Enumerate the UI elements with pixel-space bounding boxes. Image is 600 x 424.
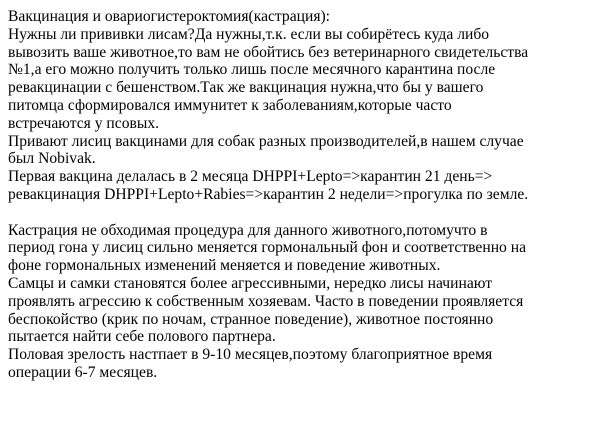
vaccination-line: Первая вакцина делалась в 2 месяца DHPPI+Lepto=>карантин 21 день=> [8, 168, 493, 186]
vaccination-line: Привают лисиц вакцинами для собак разных производителей,в нашем случае [8, 132, 524, 150]
castration-line: фоне гормональных изменений меняется и поведение животных. [8, 257, 441, 275]
castration-line: проявлять агрессию к собственным хозяевам. Часто в поведении проявляется [8, 292, 524, 310]
vaccination-line: Нужны ли прививки лисам?Да нужны,т.к. если вы собирётесь куда либо [8, 25, 490, 43]
vaccination-line: вывозить ваше животное,то вам не обойтись без ветеринарного свидетельства [8, 43, 529, 61]
document-title: Вакцинация и овариогистероктомия(кастрация): [8, 8, 331, 25]
vaccination-line: был Nobivak. [8, 150, 96, 168]
vaccination-line: №1,а его можно получить только лишь после месячного карантина после [8, 61, 496, 79]
vaccination-section [8, 26, 598, 204]
vaccination-line: ревакцинация DHPPI+Lepto+Rabies=>карантин 2 недели=>прогулка по земле. [8, 185, 529, 203]
document-body [8, 8, 598, 382]
vaccination-line: ревакцинации с бешенством.Так же вакцинация нужна,что бы у вашего [8, 79, 484, 97]
castration-line: пытается найти себе полового партнера. [8, 328, 276, 346]
castration-line: Половая зрелость настпает в 9-10 месяцев,поэтому благоприятное время [8, 346, 493, 364]
castration-line: период гона у лисиц сильно меняется гормональный фон и соответственно на [8, 239, 526, 257]
castration-line: беспокойство (крик по ночам, странное поведение), животное постоянно [8, 310, 494, 328]
vaccination-line: встречаются у псовых. [8, 114, 160, 132]
castration-line: операции 6-7 месяцев. [8, 363, 158, 381]
paragraph-spacer [8, 204, 598, 222]
vaccination-line: питомца сформировался иммунитет к заболеваниям,которые часто [8, 96, 452, 114]
castration-section [8, 222, 598, 382]
castration-line: Кастрация не обходимая процедура для данного животного,потомучто в [8, 221, 488, 239]
castration-line: Самцы и самки становятся более агрессивными, нередко лисы начинают [8, 274, 493, 292]
